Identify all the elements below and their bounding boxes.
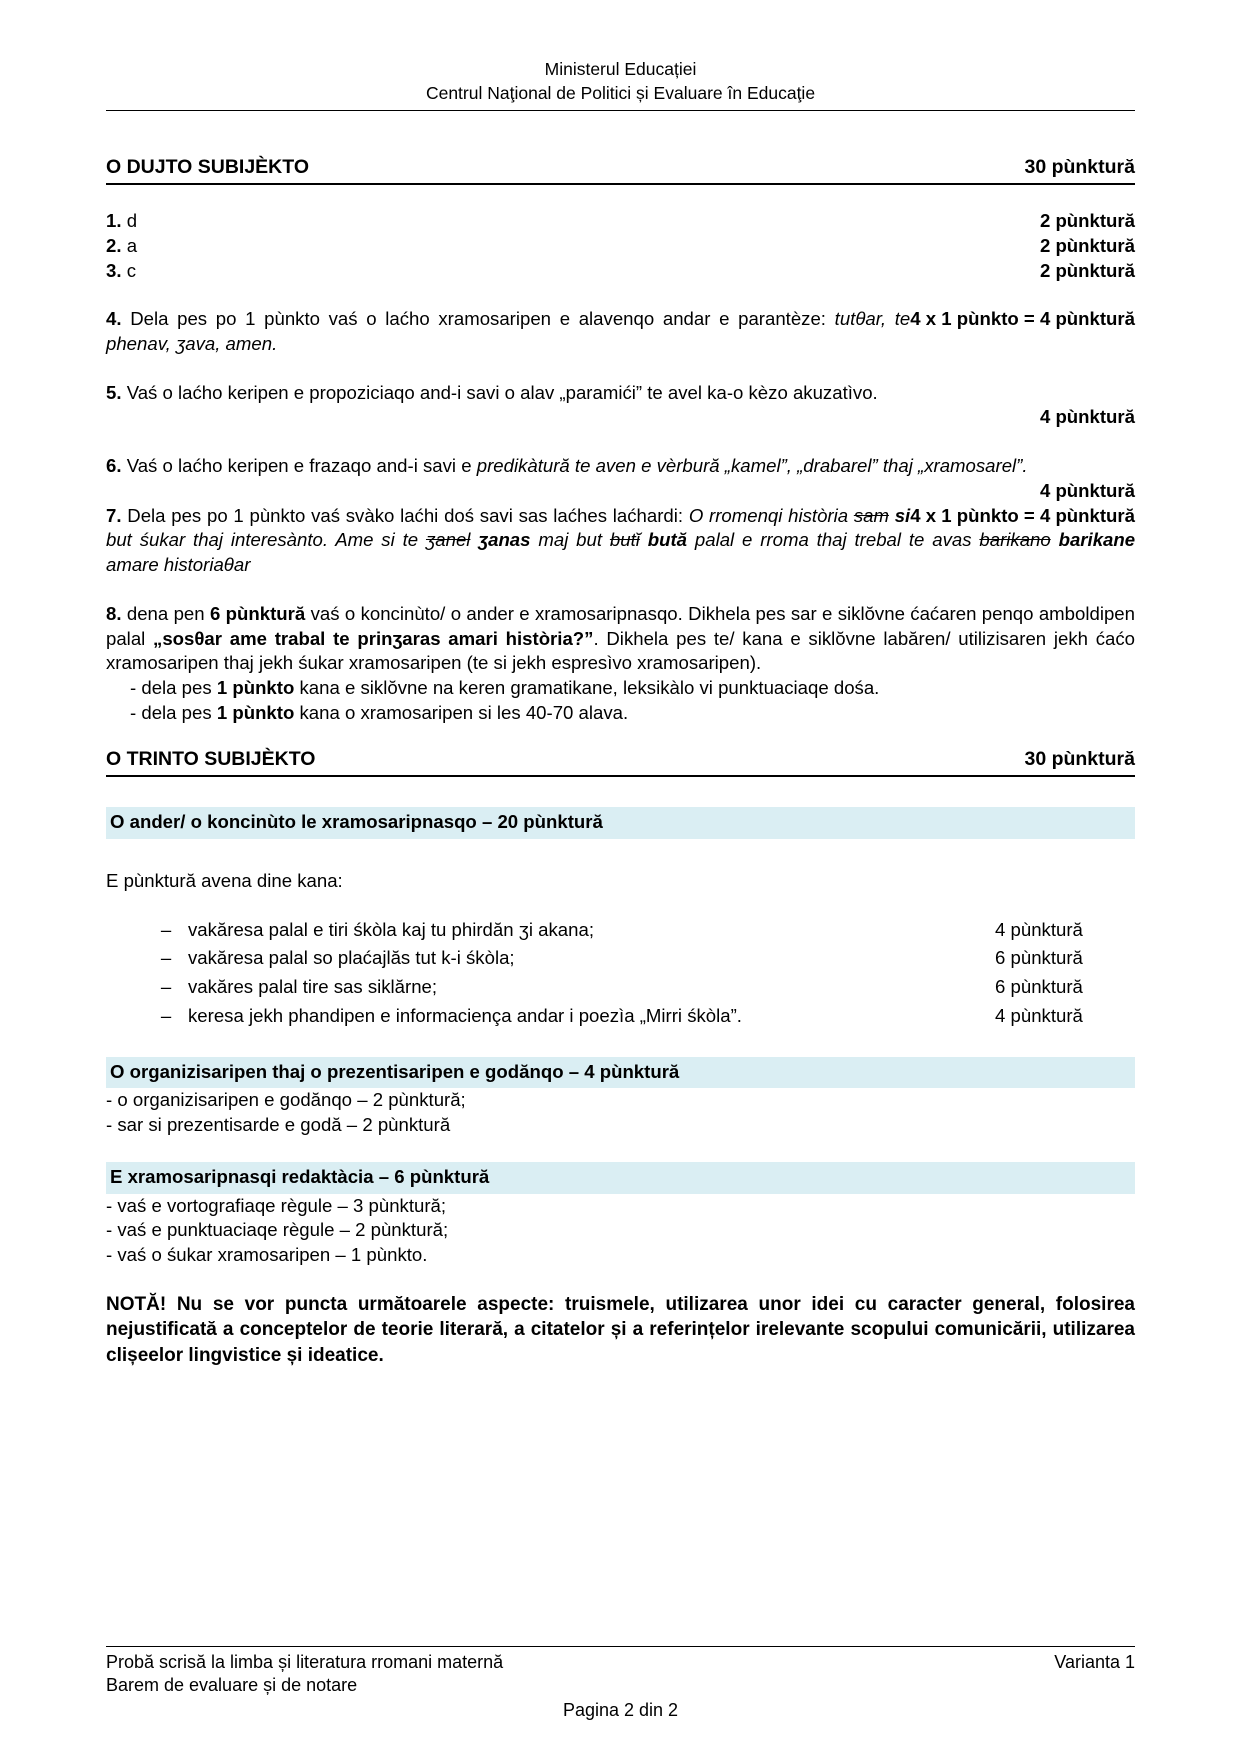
item-8-text-3: . Dikhela pes te/ kana e siklŏvne labăren/ utilizisaren jekh ćaćo xramosaripen thaj jekh śukar xramosaripen (te si jekh espresìvo xramosaripen). <box>106 627 1135 674</box>
item-5-paragraph <box>106 381 1135 406</box>
bullet-text-4: keresa jekh phandipen e informaciença andar i poezìa „Mirri śkòla”. <box>188 1004 742 1026</box>
item-7-paragraph <box>106 504 1135 578</box>
item-8-text-1: dena pen <box>126 602 205 624</box>
item-7-points: 4 x 1 pùnkto = 4 pùnktură <box>910 504 1135 526</box>
item-8-sub2-text: kana o xramosaripen si les 40-70 alava. <box>299 701 629 723</box>
subject-two-title: O DUJTO SUBIJÈKTO <box>106 156 309 179</box>
dash-bullet-icon: – <box>160 947 172 969</box>
bullet-points-2: 6 pùnktură <box>995 947 1083 969</box>
organization-line-2: - sar si prezentisarde e godă – 2 pùnktură <box>106 1114 451 1136</box>
item-7-correction-2: ʒanas <box>478 529 531 551</box>
redaction-criteria-band: E xramosaripnasqi redaktàcia – 6 pùnktură <box>106 1162 1135 1194</box>
answer-number-1: 1. <box>106 210 122 232</box>
evaluation-center-line: Centrul Naţional de Politici și Evaluare în Educaţie <box>425 82 816 103</box>
answer-value-2: a <box>126 234 138 256</box>
item-6-paragraph <box>106 454 1135 479</box>
footer-page-number: Pagina 2 din 2 <box>562 1700 679 1720</box>
item-4-number: 4. <box>106 308 122 330</box>
item-6-number: 6. <box>106 455 122 477</box>
answer-value-1: d <box>126 210 138 232</box>
list-item <box>106 918 1135 943</box>
answer-value-3: c <box>126 259 136 281</box>
footer-variant: Varianta 1 <box>1054 1651 1135 1672</box>
footer-doc-type: Barem de evaluare și de notare <box>106 1675 358 1696</box>
item-8-sub1-lead: - dela pes <box>130 676 212 698</box>
footer-exam-name: Probă scrisă la limba și literatura rromani maternă <box>106 1651 504 1672</box>
item-8-sub1-text: kana e siklŏvne na keren gramatikane, leksikàlo vi punktuaciaqe dośa. <box>299 676 880 698</box>
item-7-quote-e: amare historiaθar <box>106 554 251 576</box>
item-4-paragraph <box>106 307 1135 356</box>
bullet-text-2: vakăresa palal so plaćajlăs tut k-i śkòla; <box>188 947 515 969</box>
organization-line-1: - o organizisaripen e godănqo – 2 pùnktură; <box>106 1089 466 1111</box>
item-6-points: 4 pùnktură <box>1039 479 1135 501</box>
item-7-strike-2: ʒanel <box>425 529 471 551</box>
item-4-points: 4 x 1 pùnkto = 4 pùnktură <box>910 308 1135 330</box>
item-8-sub2-lead: - dela pes <box>130 701 212 723</box>
document-header <box>0 0 1241 105</box>
subject-three-points: 30 pùnktură <box>1024 748 1135 771</box>
subject-two-points: 30 pùnktură <box>1024 156 1135 179</box>
item-8-quoted-question: „sosθar ame trabal te prinʒaras amari història?” <box>153 627 594 649</box>
item-7-quote-c: maj but <box>538 529 603 551</box>
redaction-line-1: - vaś e vortografiaqe règule – 3 pùnktură; <box>106 1194 447 1216</box>
subject-three-title: O TRINTO SUBIJÈKTO <box>106 748 316 771</box>
subject-two-heading <box>106 155 1135 185</box>
item-8-paragraph <box>106 602 1135 676</box>
item-7-quote-d: palal e rroma thaj trebal te avas <box>694 529 972 551</box>
item-4-examples: tutθar, te phenav, ʒava, amen. <box>106 308 911 355</box>
item-6-predicate-text: predikàtură te aven e vèrbură „kamel”, „drabarel” thaj „xramosarel”. <box>476 455 1028 477</box>
answer-row-3 <box>106 259 1135 284</box>
item-8-subpoint-2 <box>130 701 1135 726</box>
dash-bullet-icon: – <box>160 1004 172 1026</box>
item-8-sub2-points: 1 pùnkto <box>216 701 295 723</box>
list-item <box>106 975 1135 1000</box>
page-content <box>106 155 1135 1369</box>
page-footer <box>106 1646 1135 1722</box>
note-paragraph: NOTĂ! Nu se vor puncta următoarele aspecte: truismele, utilizarea unor idei cu caracter general, folosirea nejustificată a conceptelor de teorie literară, a citatelor și a referințelor irelevante scopului comunicării, utilizarea clișeelor lingvistice și ideatice. <box>106 1293 1135 1367</box>
item-7-number: 7. <box>106 504 122 526</box>
answer-row-2 <box>106 234 1135 259</box>
redaction-line-3: - vaś o śukar xramosaripen – 1 pùnkto. <box>106 1243 428 1265</box>
answer-number-3: 3. <box>106 259 122 281</box>
item-6-text: Vaś o laćho keripen e frazaqo and-i savi e <box>126 455 472 477</box>
bullet-text-3: vakăres palal tire sas siklărne; <box>188 976 438 998</box>
item-8-subpoint-1 <box>130 676 1135 701</box>
item-7-strike-3: butĭ <box>609 529 640 551</box>
content-criteria-band: O ander/ o koncinùto le xramosaripnasqo – 20 pùnktură <box>106 807 1135 839</box>
bullet-points-4: 4 pùnktură <box>995 1004 1083 1026</box>
item-8-sub1-points: 1 pùnkto <box>216 676 295 698</box>
footer-left-block <box>106 1651 503 1699</box>
dash-bullet-icon: – <box>160 918 172 940</box>
answer-points-2: 2 pùnktură <box>1039 234 1135 256</box>
answer-points-1: 2 pùnktură <box>1039 210 1135 232</box>
subject-three-heading <box>106 747 1135 777</box>
item-5-text: Vaś o laćho keripen e propoziciaqo and-i savi o alav „paramići” te avel ka-o kèzo akuzatìvo. <box>126 381 878 403</box>
list-item <box>106 1004 1135 1029</box>
organization-criteria-band: O organizisaripen thaj o prezentisaripen e godănqo – 4 pùnktură <box>106 1057 1135 1089</box>
item-7-strike-1: sam <box>853 504 889 526</box>
answer-number-2: 2. <box>106 234 122 256</box>
item-8-number: 8. <box>106 602 122 624</box>
dash-bullet-icon: – <box>160 976 172 998</box>
answer-points-3: 2 pùnktură <box>1039 259 1135 281</box>
bullet-text-1: vakăresa palal e tiri śkòla kaj tu phirdăn ʒi akana; <box>188 918 594 940</box>
ministry-line: Ministerul Educației <box>544 59 697 79</box>
item-5-points: 4 pùnktură <box>1039 406 1135 428</box>
item-8-bold-points: 6 pùnktură <box>209 602 306 624</box>
item-5-number: 5. <box>106 381 122 403</box>
criteria-intro: E pùnktură avena dine kana: <box>106 870 343 892</box>
bullet-points-3: 6 pùnktură <box>995 976 1083 998</box>
item-7-quote-a: O rromenqi història <box>688 504 849 526</box>
criteria-bullet-list <box>106 918 1135 1029</box>
item-7-correction-3: bută <box>647 529 688 551</box>
item-8-text-2: vaś o koncinùto/ o ander e xramosaripnasqo. Dikhela pes sar e siklŏvne ćaćaren penqo amboldipen palal <box>106 602 1135 649</box>
header-divider <box>106 110 1135 111</box>
item-7-correction-4: barikane <box>1058 529 1136 551</box>
item-4-text: Dela pes po 1 pùnkto vaś o laćho xramosaripen e alavenqo andar e parantèze: <box>130 308 826 330</box>
item-7-lead: Dela pes po 1 pùnkto vaś svàko laćhi doś savi sas laćhes laćhardi: <box>127 504 684 526</box>
answer-row-1 <box>106 209 1135 234</box>
redaction-line-2: - vaś e punktuaciaqe règule – 2 pùnktură; <box>106 1219 449 1241</box>
item-7-quote-b: but śukar thaj interesànto. Ame si te <box>106 529 419 551</box>
item-7-correction-1: si <box>894 504 911 526</box>
list-item <box>106 946 1135 971</box>
bullet-points-1: 4 pùnktură <box>995 918 1083 940</box>
item-7-strike-4: barikano <box>979 529 1051 551</box>
